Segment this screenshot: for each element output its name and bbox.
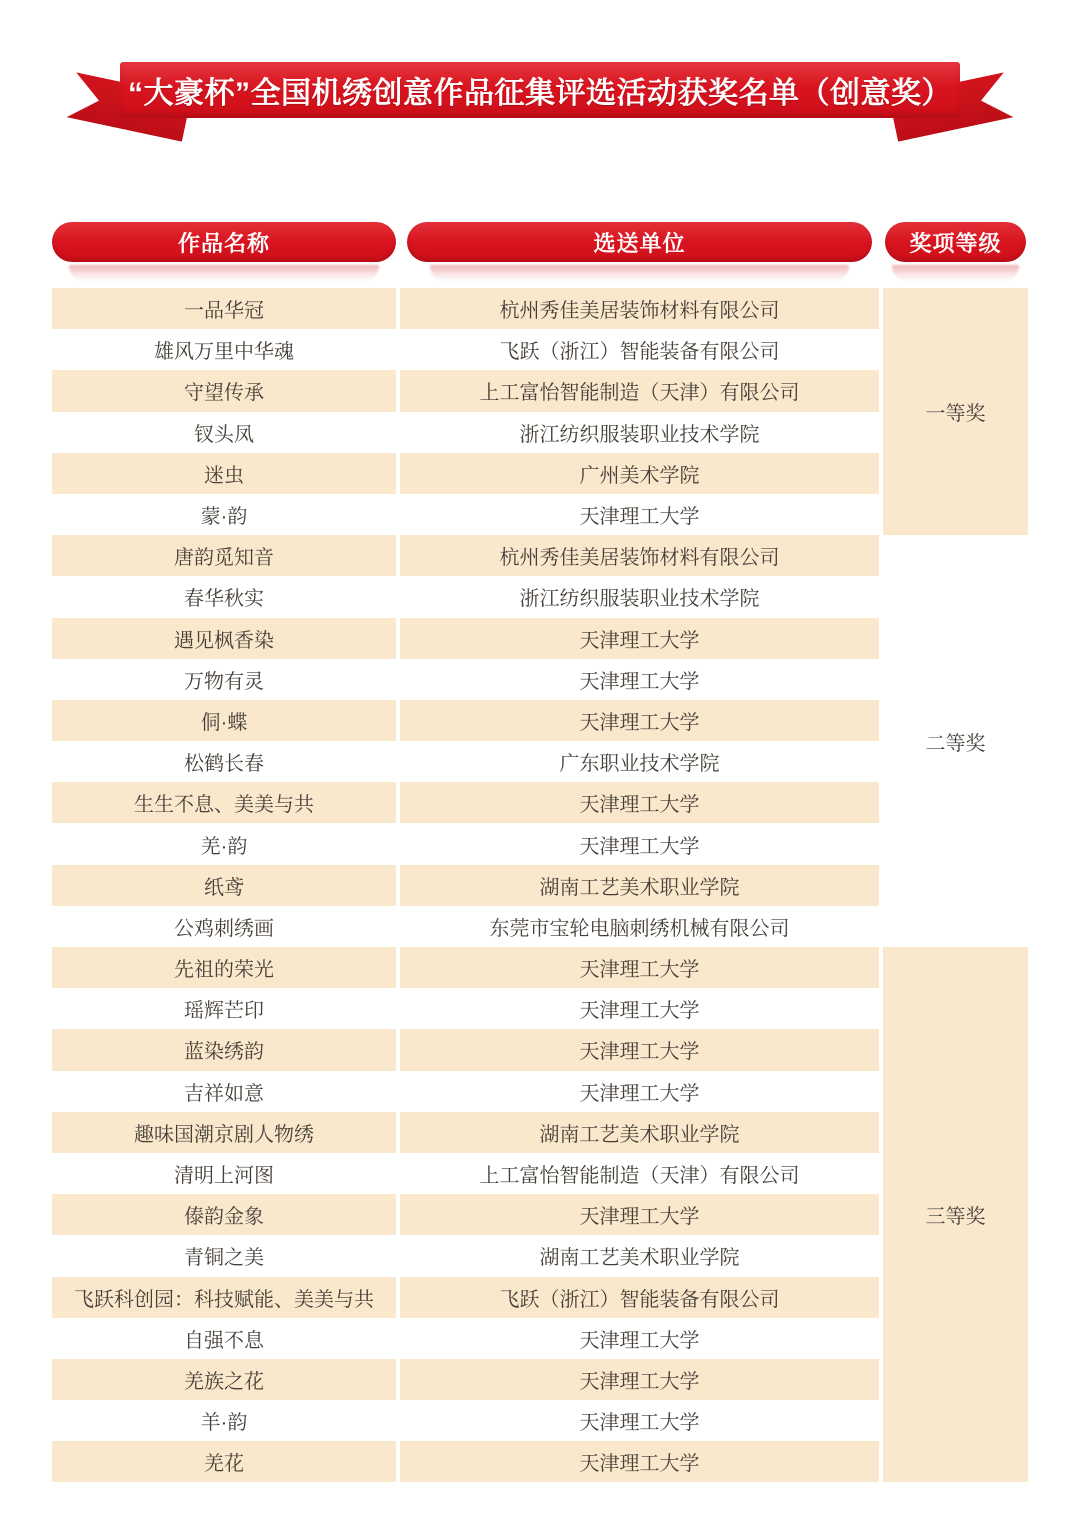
work-cell: 钗头凤	[52, 412, 396, 453]
unit-cell: 天津理工大学	[400, 1359, 879, 1400]
unit-cell: 飞跃（浙江）智能装备有限公司	[400, 1277, 879, 1318]
work-cell: 侗·蝶	[52, 700, 396, 741]
unit-cell: 东莞市宝轮电脑刺绣机械有限公司	[400, 906, 879, 947]
unit-cell: 飞跃（浙江）智能装备有限公司	[400, 329, 879, 370]
work-cell: 羌族之花	[52, 1359, 396, 1400]
unit-cell: 天津理工大学	[400, 1029, 879, 1070]
work-cell: 纸鸢	[52, 865, 396, 906]
column-header-award: 奖项等级	[885, 222, 1026, 262]
unit-cell: 天津理工大学	[400, 618, 879, 659]
unit-cell: 杭州秀佳美居装饰材料有限公司	[400, 288, 879, 329]
unit-cell: 天津理工大学	[400, 494, 879, 535]
unit-cell: 天津理工大学	[400, 823, 879, 864]
work-cell: 迷虫	[52, 453, 396, 494]
work-cell: 公鸡刺绣画	[52, 906, 396, 947]
work-cell: 吉祥如意	[52, 1071, 396, 1112]
work-cell: 清明上河图	[52, 1153, 396, 1194]
unit-cell: 天津理工大学	[400, 1400, 879, 1441]
unit-cell: 浙江纺织服装职业技术学院	[400, 576, 879, 617]
unit-cell: 天津理工大学	[400, 659, 879, 700]
work-cell: 青铜之美	[52, 1235, 396, 1276]
work-cell: 羊·韵	[52, 1400, 396, 1441]
unit-cell: 杭州秀佳美居装饰材料有限公司	[400, 535, 879, 576]
column-header-work: 作品名称	[52, 222, 396, 262]
unit-cell: 上工富怡智能制造（天津）有限公司	[400, 370, 879, 411]
work-cell: 趣味国潮京剧人物绣	[52, 1112, 396, 1153]
work-cell: 傣韵金象	[52, 1194, 396, 1235]
banner-bar	[120, 62, 960, 118]
work-cell: 羌花	[52, 1441, 396, 1482]
unit-cell: 天津理工大学	[400, 1071, 879, 1112]
work-cell: 自强不息	[52, 1318, 396, 1359]
unit-cell: 天津理工大学	[400, 1318, 879, 1359]
work-cell: 一品华冠	[52, 288, 396, 329]
award-cell: 一等奖	[883, 288, 1028, 535]
work-cell: 先祖的荣光	[52, 947, 396, 988]
unit-cell: 湖南工艺美术职业学院	[400, 865, 879, 906]
table-body	[52, 288, 1028, 1482]
unit-cell: 天津理工大学	[400, 700, 879, 741]
work-cell: 蓝染绣韵	[52, 1029, 396, 1070]
awards-table	[52, 222, 1028, 1476]
award-cell: 三等奖	[883, 947, 1028, 1482]
unit-cell: 广东职业技术学院	[400, 741, 879, 782]
unit-cell: 天津理工大学	[400, 988, 879, 1029]
unit-cell: 天津理工大学	[400, 947, 879, 988]
ribbon-banner	[0, 0, 1080, 160]
work-cell: 生生不息、美美与共	[52, 782, 396, 823]
work-cell: 飞跃科创园：科技赋能、美美与共	[52, 1277, 396, 1318]
award-cell: 二等奖	[883, 535, 1028, 947]
page-title: “大豪杯”全国机绣创意作品征集评选活动获奖名单（创意奖）	[128, 77, 952, 110]
unit-cell: 广州美术学院	[400, 453, 879, 494]
work-cell: 守望传承	[52, 370, 396, 411]
unit-cell: 上工富怡智能制造（天津）有限公司	[400, 1153, 879, 1194]
unit-cell: 湖南工艺美术职业学院	[400, 1235, 879, 1276]
work-cell: 春华秋实	[52, 576, 396, 617]
work-cell: 瑶辉芒印	[52, 988, 396, 1029]
unit-cell: 湖南工艺美术职业学院	[400, 1112, 879, 1153]
table-header-row	[52, 222, 1028, 262]
work-cell: 雄风万里中华魂	[52, 329, 396, 370]
column-header-unit: 选送单位	[407, 222, 872, 262]
unit-cell: 天津理工大学	[400, 782, 879, 823]
work-cell: 羌·韵	[52, 823, 396, 864]
unit-cell: 浙江纺织服装职业技术学院	[400, 412, 879, 453]
unit-cell: 天津理工大学	[400, 1194, 879, 1235]
work-cell: 唐韵觅知音	[52, 535, 396, 576]
work-cell: 万物有灵	[52, 659, 396, 700]
work-cell: 蒙·韵	[52, 494, 396, 535]
work-cell: 遇见枫香染	[52, 618, 396, 659]
unit-cell: 天津理工大学	[400, 1441, 879, 1482]
work-cell: 松鹤长春	[52, 741, 396, 782]
